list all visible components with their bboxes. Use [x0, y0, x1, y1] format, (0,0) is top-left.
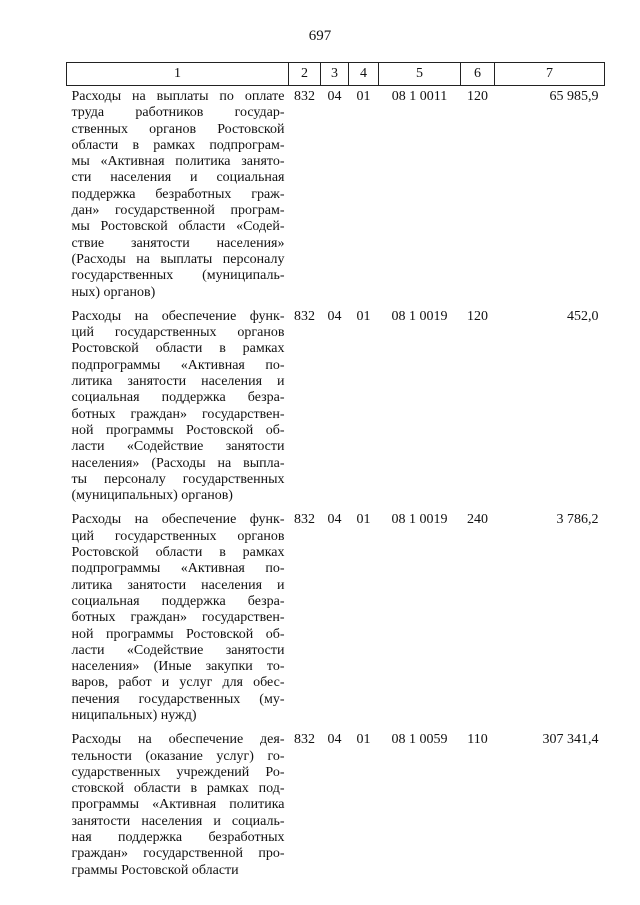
subsection-code-cell: 01 [356, 308, 371, 324]
description-line: ласти «Содействие занятости [71, 439, 285, 455]
description-line: ций государственных органов [71, 528, 285, 544]
description-line: подпрограммы «Активная по- [71, 357, 285, 373]
page-number: 697 [308, 28, 332, 44]
expense-type-cell: 120 [467, 89, 488, 104]
subsection-code-cell: 01 [356, 512, 371, 528]
description-line: области в рамках подпрограм- [71, 137, 285, 153]
table-row [67, 504, 605, 724]
table-row [67, 86, 605, 301]
table-row [67, 724, 605, 879]
description-line: (муниципальных) органов) [71, 488, 233, 504]
description-line: мы Ростовской области «Содей- [71, 219, 285, 235]
budget-table [66, 62, 605, 879]
row-description [67, 504, 289, 724]
description-line: программы «Активная политика [71, 797, 285, 813]
description-line: социальная поддержка безра- [71, 390, 285, 406]
column-header-6: 6 [461, 63, 495, 86]
description-line: Расходы на выплаты по оплате [71, 89, 285, 104]
description-line: Расходы на обеспечение дея- [71, 732, 285, 748]
description-line: ной программы Ростовской об- [71, 626, 285, 642]
amount-cell: 452,0 [567, 308, 599, 324]
description-line: литика занятости населения и [71, 374, 285, 390]
description-line: ная поддержка безработных [71, 830, 285, 846]
description-line: социальная поддержка безра- [71, 593, 285, 609]
section-code-cell: 04 [327, 89, 342, 104]
description-line: стовской области в рамках под- [71, 781, 285, 797]
section-code-cell: 04 [327, 512, 342, 528]
ministry-code-cell: 832 [294, 89, 315, 104]
table-body [67, 86, 605, 879]
amount-cell: 307 341,4 [542, 732, 599, 748]
description-line: печения государственных (му- [71, 691, 285, 707]
section-code-cell: 04 [327, 732, 342, 748]
description-line: поддержка безработных граж- [71, 186, 285, 202]
description-line: ласти «Содействие занятости [71, 642, 285, 658]
description-line: Ростовской области в рамках [71, 545, 285, 561]
expense-type-cell: 120 [467, 308, 488, 324]
description-line: литика занятости населения и [71, 577, 285, 593]
column-header-1: 1 [67, 63, 289, 86]
ministry-code-cell: 832 [294, 732, 315, 748]
column-header-4: 4 [349, 63, 379, 86]
subsection-code-cell: 01 [356, 732, 371, 748]
description-line: ной программы Ростовской об- [71, 422, 285, 438]
description-line: сударственных учреждений Ро- [71, 764, 285, 780]
description-line: ций государственных органов [71, 325, 285, 341]
description-line: занятости населения и социаль- [71, 813, 285, 829]
row-description [67, 301, 289, 505]
row-description [67, 724, 289, 879]
description-line: варов, работ и услуг для обес- [71, 675, 285, 691]
description-line: ботных граждан» государствен- [71, 610, 285, 626]
amount-cell: 3 786,2 [556, 512, 599, 528]
expense-type-cell: 110 [467, 732, 488, 748]
description-line: ствие занятости населения» [71, 235, 285, 251]
description-line: сти населения и социальная [71, 170, 285, 186]
amount-cell: 65 985,9 [549, 89, 599, 104]
description-line: (Расходы на выплаты персоналу [71, 251, 285, 267]
description-line: населения» (Иные закупки то- [71, 659, 285, 675]
target-article-cell: 08 1 0059 [391, 732, 448, 748]
column-header-5: 5 [379, 63, 461, 86]
description-line: Расходы на обеспечение функ- [71, 512, 285, 528]
target-article-cell: 08 1 0019 [391, 308, 448, 324]
description-line: населения» (Расходы на выпла- [71, 455, 285, 471]
ministry-code-cell: 832 [294, 512, 315, 528]
description-line: граммы Ростовской области [71, 862, 239, 878]
subsection-code-cell: 01 [356, 89, 371, 104]
description-line: Расходы на обеспечение функ- [71, 308, 285, 324]
ministry-code-cell: 832 [294, 308, 315, 324]
description-line: ственных органов Ростовской [71, 121, 285, 137]
table-row [67, 301, 605, 505]
description-line: государственных (муниципаль- [71, 268, 285, 284]
target-article-cell: 08 1 0019 [391, 512, 448, 528]
description-line: подпрограммы «Активная по- [71, 561, 285, 577]
row-description [67, 86, 289, 301]
description-line: Ростовской области в рамках [71, 341, 285, 357]
header-row [67, 63, 605, 86]
description-line: тельности (оказание услуг) го- [71, 748, 285, 764]
description-line: мы «Активная политика занято- [71, 154, 285, 170]
column-header-3: 3 [321, 63, 349, 86]
expense-type-cell: 240 [467, 512, 488, 528]
description-line: ных) органов) [71, 284, 156, 300]
description-line: ботных граждан» государствен- [71, 406, 285, 422]
column-header-2: 2 [289, 63, 321, 86]
target-article-cell: 08 1 0011 [391, 89, 448, 104]
description-line: труда работников государ- [71, 105, 285, 121]
description-line: ниципальных) нужд) [71, 707, 197, 723]
description-line: дан» государственной програм- [71, 203, 285, 219]
description-line: ты персоналу государственных [71, 471, 285, 487]
description-line: граждан» государственной про- [71, 846, 285, 862]
column-header-7: 7 [495, 63, 605, 86]
section-code-cell: 04 [327, 308, 342, 324]
